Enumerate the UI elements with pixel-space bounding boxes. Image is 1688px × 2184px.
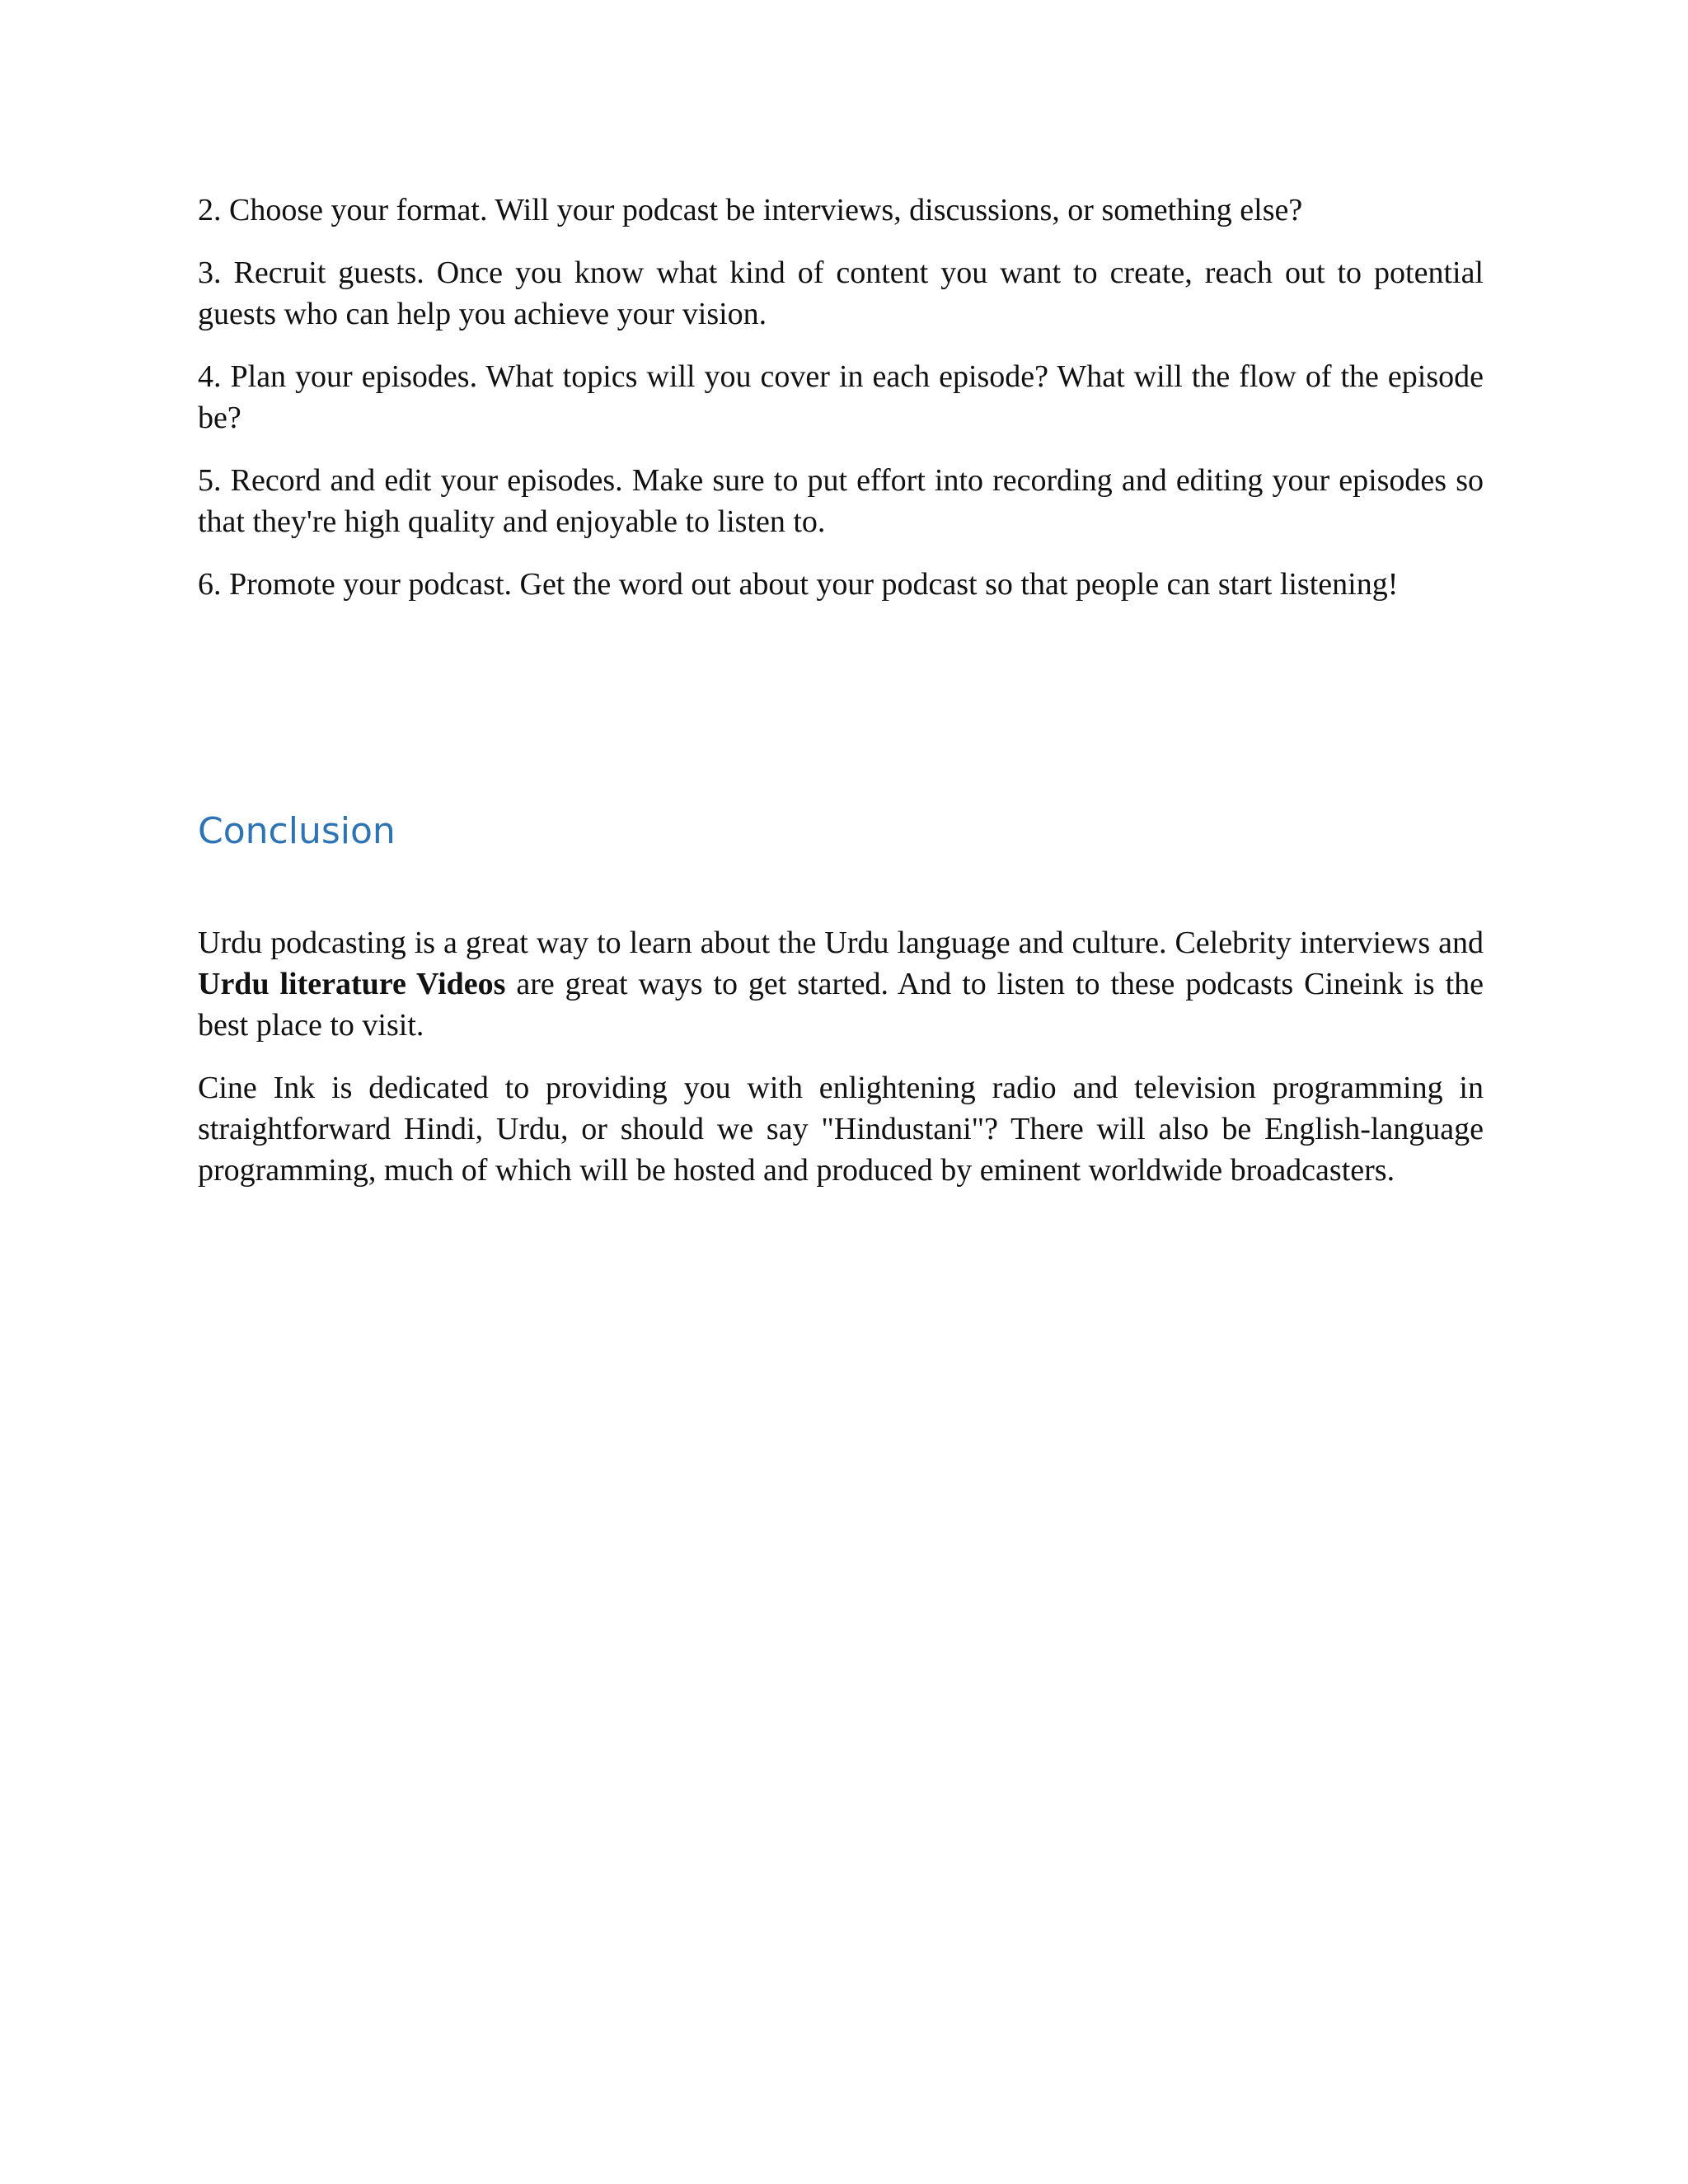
conclusion-p1-intro: Urdu podcasting is a great way to learn about the Urdu language and culture. Celebrity interviews and <box>198 926 1484 960</box>
step-plan-episodes: 4. Plan your episodes. What topics will you cover in each episode? What will the flow of the episode be? <box>198 359 1484 435</box>
conclusion-paragraph-2: Cine Ink is dedicated to providing you with enlightening radio and television programming in straightforward Hindi, Urdu, or should we say "Hindustani"? There will also be English-language programming, much of which will be hosted and produced by eminent worldwide broadcasters. <box>198 1071 1484 1188</box>
conclusion-paragraph-1 <box>198 922 1484 1046</box>
step-format: 2. Choose your format. Will your podcast be interviews, discussions, or something else? <box>198 193 1303 227</box>
step-record-edit: 5. Record and edit your episodes. Make sure to put effort into recording and editing your episodes so that they're high quality and enjoyable to listen to. <box>198 463 1484 539</box>
document-content <box>198 190 1484 1212</box>
step-promote: 6. Promote your podcast. Get the word out about your podcast so that people can start listening! <box>198 567 1399 602</box>
urdu-literature-videos-text: Urdu literature Videos <box>198 967 506 1001</box>
step-recruit-guests: 3. Recruit guests. Once you know what kind of content you want to create, reach out to potential guests who can help you achieve your vision. <box>198 255 1484 331</box>
conclusion-p1-outro: are great ways to get started. And to listen to these podcasts Cineink is the best place to visit. <box>198 967 1484 1043</box>
conclusion-heading: Conclusion <box>198 810 396 852</box>
